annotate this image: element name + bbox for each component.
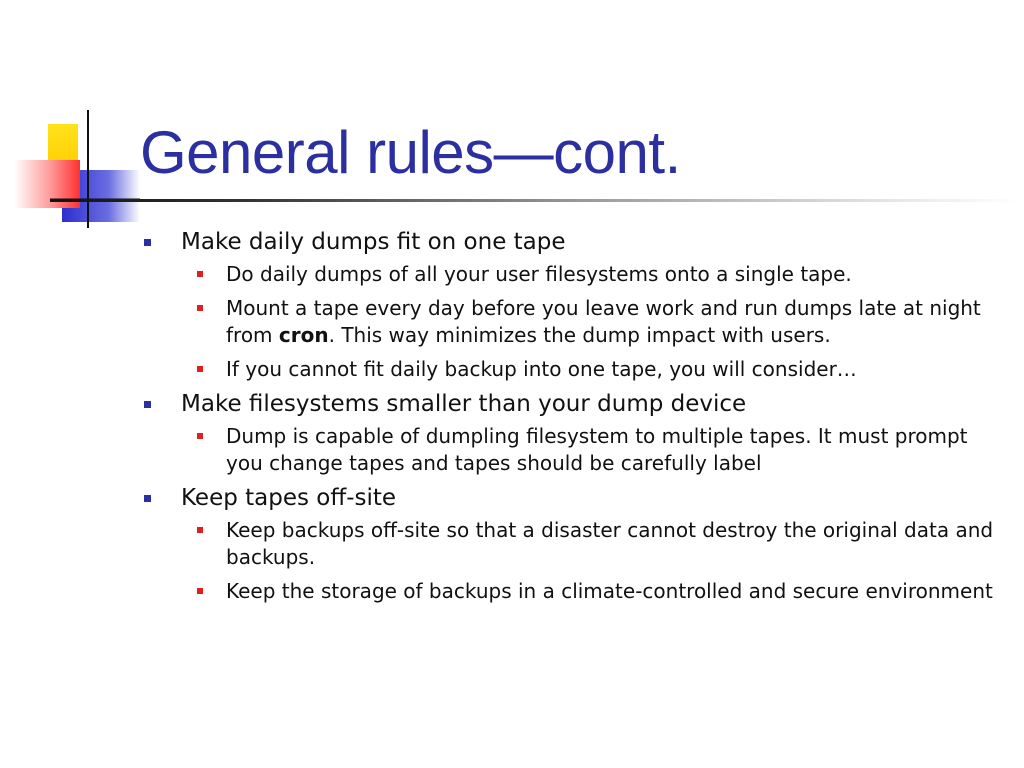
bullet-text: Keep tapes off-site — [181, 485, 397, 511]
sub-bullet-square-icon — [197, 271, 203, 277]
sub-bullet — [140, 517, 1000, 571]
bullet-daily-dumps — [140, 228, 1000, 256]
bullet-smaller-filesystems — [140, 390, 1000, 418]
sub-bullet — [140, 261, 1000, 288]
bullet-square-icon — [144, 495, 151, 502]
title-divider — [50, 199, 1020, 202]
sub-bullet — [140, 295, 1000, 349]
sub-bullet-text: Keep the storage of backups in a climate-controlled and secure environment — [226, 579, 993, 603]
sub-bullet-square-icon — [197, 366, 203, 372]
sub-bullet-square-icon — [197, 527, 203, 533]
sub-bullet-square-icon — [197, 588, 203, 594]
sub-bullet — [140, 423, 1000, 477]
sub-bullet-text: Keep backups off-site so that a disaster cannot destroy the original data and backups. — [226, 518, 994, 569]
slide-title: General rules—cont. — [140, 119, 681, 186]
sub-list — [140, 261, 1000, 383]
bullet-square-icon — [144, 401, 151, 408]
sub-bullet-text: Mount a tape every day before you leave work and run dumps late at night from cron. This way minimizes the dump impact with users. — [226, 296, 981, 347]
sub-bullet-text: Do daily dumps of all your user filesystems onto a single tape. — [226, 262, 852, 286]
bullet-square-icon — [144, 239, 151, 246]
bullet-text: Make daily dumps fit on one tape — [181, 229, 566, 255]
sub-bullet-text: Dump is capable of dumpling filesystem to multiple tapes. It must prompt you change tapes and tapes should be carefully label — [226, 424, 968, 475]
bullet-text: Make filesystems smaller than your dump device — [181, 391, 747, 417]
sub-bullet-square-icon — [197, 305, 203, 311]
sub-bullet — [140, 578, 1000, 605]
bullet-list — [140, 228, 1000, 612]
sub-list — [140, 517, 1000, 605]
sub-list — [140, 423, 1000, 477]
sub-bullet-square-icon — [197, 433, 203, 439]
bold-command: cron — [278, 323, 329, 347]
sub-bullet-text: If you cannot fit daily backup into one tape, you will consider… — [226, 357, 857, 381]
bullet-offsite — [140, 484, 1000, 512]
sub-bullet — [140, 356, 1000, 383]
decorative-corner-graphic — [0, 0, 160, 240]
